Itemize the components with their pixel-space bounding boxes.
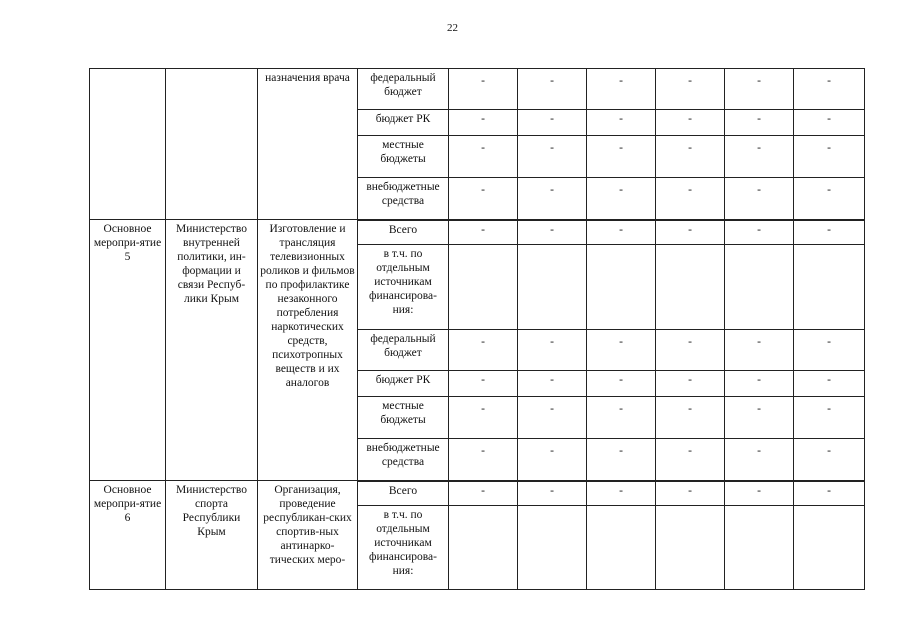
value-cell: - xyxy=(656,397,725,439)
value-cell: - xyxy=(725,110,794,136)
executor-cell: Министерство внутренней политики, ин-формации и связи Респуб-лики Крым xyxy=(166,220,258,481)
value-cell: - xyxy=(725,220,794,245)
value-cell: - xyxy=(518,220,587,245)
value-cell: - xyxy=(794,69,865,110)
value-cell: - xyxy=(518,178,587,220)
value-cell: - xyxy=(449,220,518,245)
value-cell: - xyxy=(518,397,587,439)
value-cell: - xyxy=(518,439,587,481)
table-row xyxy=(90,220,865,245)
table-row xyxy=(90,481,865,506)
value-cell: - xyxy=(656,136,725,178)
value-cell: - xyxy=(518,136,587,178)
executor-cell xyxy=(166,69,258,220)
source-extra: внебюджетные средства xyxy=(358,439,449,481)
value-cell xyxy=(518,245,587,330)
value-cell: - xyxy=(449,330,518,371)
value-cell: - xyxy=(794,110,865,136)
value-cell xyxy=(587,506,656,590)
value-cell: - xyxy=(794,371,865,397)
value-cell xyxy=(794,506,865,590)
value-cell: - xyxy=(449,481,518,506)
activity-name-cell xyxy=(90,69,166,220)
source-federal: федеральный бюджет xyxy=(358,69,449,110)
page-number: 22 xyxy=(447,22,458,34)
value-cell: - xyxy=(518,110,587,136)
value-cell: - xyxy=(794,330,865,371)
value-cell: - xyxy=(587,220,656,245)
value-cell xyxy=(656,506,725,590)
value-cell: - xyxy=(725,439,794,481)
value-cell: - xyxy=(725,178,794,220)
value-cell: - xyxy=(794,481,865,506)
source-rk: бюджет РК xyxy=(358,371,449,397)
description-cell: Организация, проведение республикан-ских спортив-ных антинарко-тических меро- xyxy=(258,481,358,590)
source-incl: в т.ч. по отдельным источникам финансирова-ния: xyxy=(358,245,449,330)
value-cell: - xyxy=(449,178,518,220)
value-cell: - xyxy=(725,397,794,439)
value-cell: - xyxy=(449,371,518,397)
value-cell: - xyxy=(518,371,587,397)
activity-name-cell: Основное меропри-ятие 5 xyxy=(90,220,166,481)
source-local: местные бюджеты xyxy=(358,136,449,178)
value-cell xyxy=(794,245,865,330)
value-cell: - xyxy=(449,136,518,178)
value-cell: - xyxy=(794,397,865,439)
value-cell: - xyxy=(518,481,587,506)
value-cell: - xyxy=(587,110,656,136)
value-cell xyxy=(518,506,587,590)
value-cell xyxy=(449,506,518,590)
value-cell: - xyxy=(725,371,794,397)
value-cell: - xyxy=(656,220,725,245)
value-cell: - xyxy=(725,69,794,110)
value-cell: - xyxy=(656,371,725,397)
value-cell: - xyxy=(587,439,656,481)
value-cell: - xyxy=(587,330,656,371)
activity-name-cell: Основное меропри-ятие 6 xyxy=(90,481,166,590)
value-cell: - xyxy=(725,136,794,178)
value-cell: - xyxy=(794,136,865,178)
value-cell: - xyxy=(794,439,865,481)
table-row xyxy=(90,69,865,110)
value-cell: - xyxy=(518,69,587,110)
value-cell: - xyxy=(449,439,518,481)
value-cell: - xyxy=(656,69,725,110)
value-cell: - xyxy=(587,178,656,220)
value-cell: - xyxy=(518,330,587,371)
value-cell xyxy=(587,245,656,330)
value-cell: - xyxy=(587,371,656,397)
source-incl: в т.ч. по отдельным источникам финансирова-ния: xyxy=(358,506,449,590)
value-cell: - xyxy=(656,439,725,481)
value-cell: - xyxy=(656,178,725,220)
source-federal: федеральный бюджет xyxy=(358,330,449,371)
value-cell: - xyxy=(449,69,518,110)
value-cell: - xyxy=(449,110,518,136)
value-cell: - xyxy=(656,330,725,371)
source-total: Всего xyxy=(358,220,449,245)
budget-table xyxy=(89,68,865,590)
value-cell: - xyxy=(656,481,725,506)
value-cell: - xyxy=(794,178,865,220)
source-local: местные бюджеты xyxy=(358,397,449,439)
value-cell: - xyxy=(794,220,865,245)
value-cell xyxy=(656,245,725,330)
value-cell xyxy=(725,506,794,590)
value-cell xyxy=(725,245,794,330)
value-cell: - xyxy=(587,397,656,439)
source-extra: внебюджетные средства xyxy=(358,178,449,220)
executor-cell: Министерство спорта Республики Крым xyxy=(166,481,258,590)
value-cell xyxy=(449,245,518,330)
value-cell: - xyxy=(725,330,794,371)
value-cell: - xyxy=(449,397,518,439)
value-cell: - xyxy=(725,481,794,506)
source-total: Всего xyxy=(358,481,449,506)
value-cell: - xyxy=(587,481,656,506)
value-cell: - xyxy=(656,110,725,136)
description-cell: Изготовление и трансляция телевизионных роликов и фильмов по профилактике незаконного потребления наркотических средств, психотропных веществ и их аналогов xyxy=(258,220,358,481)
value-cell: - xyxy=(587,69,656,110)
description-cell: назначения врача xyxy=(258,69,358,220)
source-rk: бюджет РК xyxy=(358,110,449,136)
value-cell: - xyxy=(587,136,656,178)
